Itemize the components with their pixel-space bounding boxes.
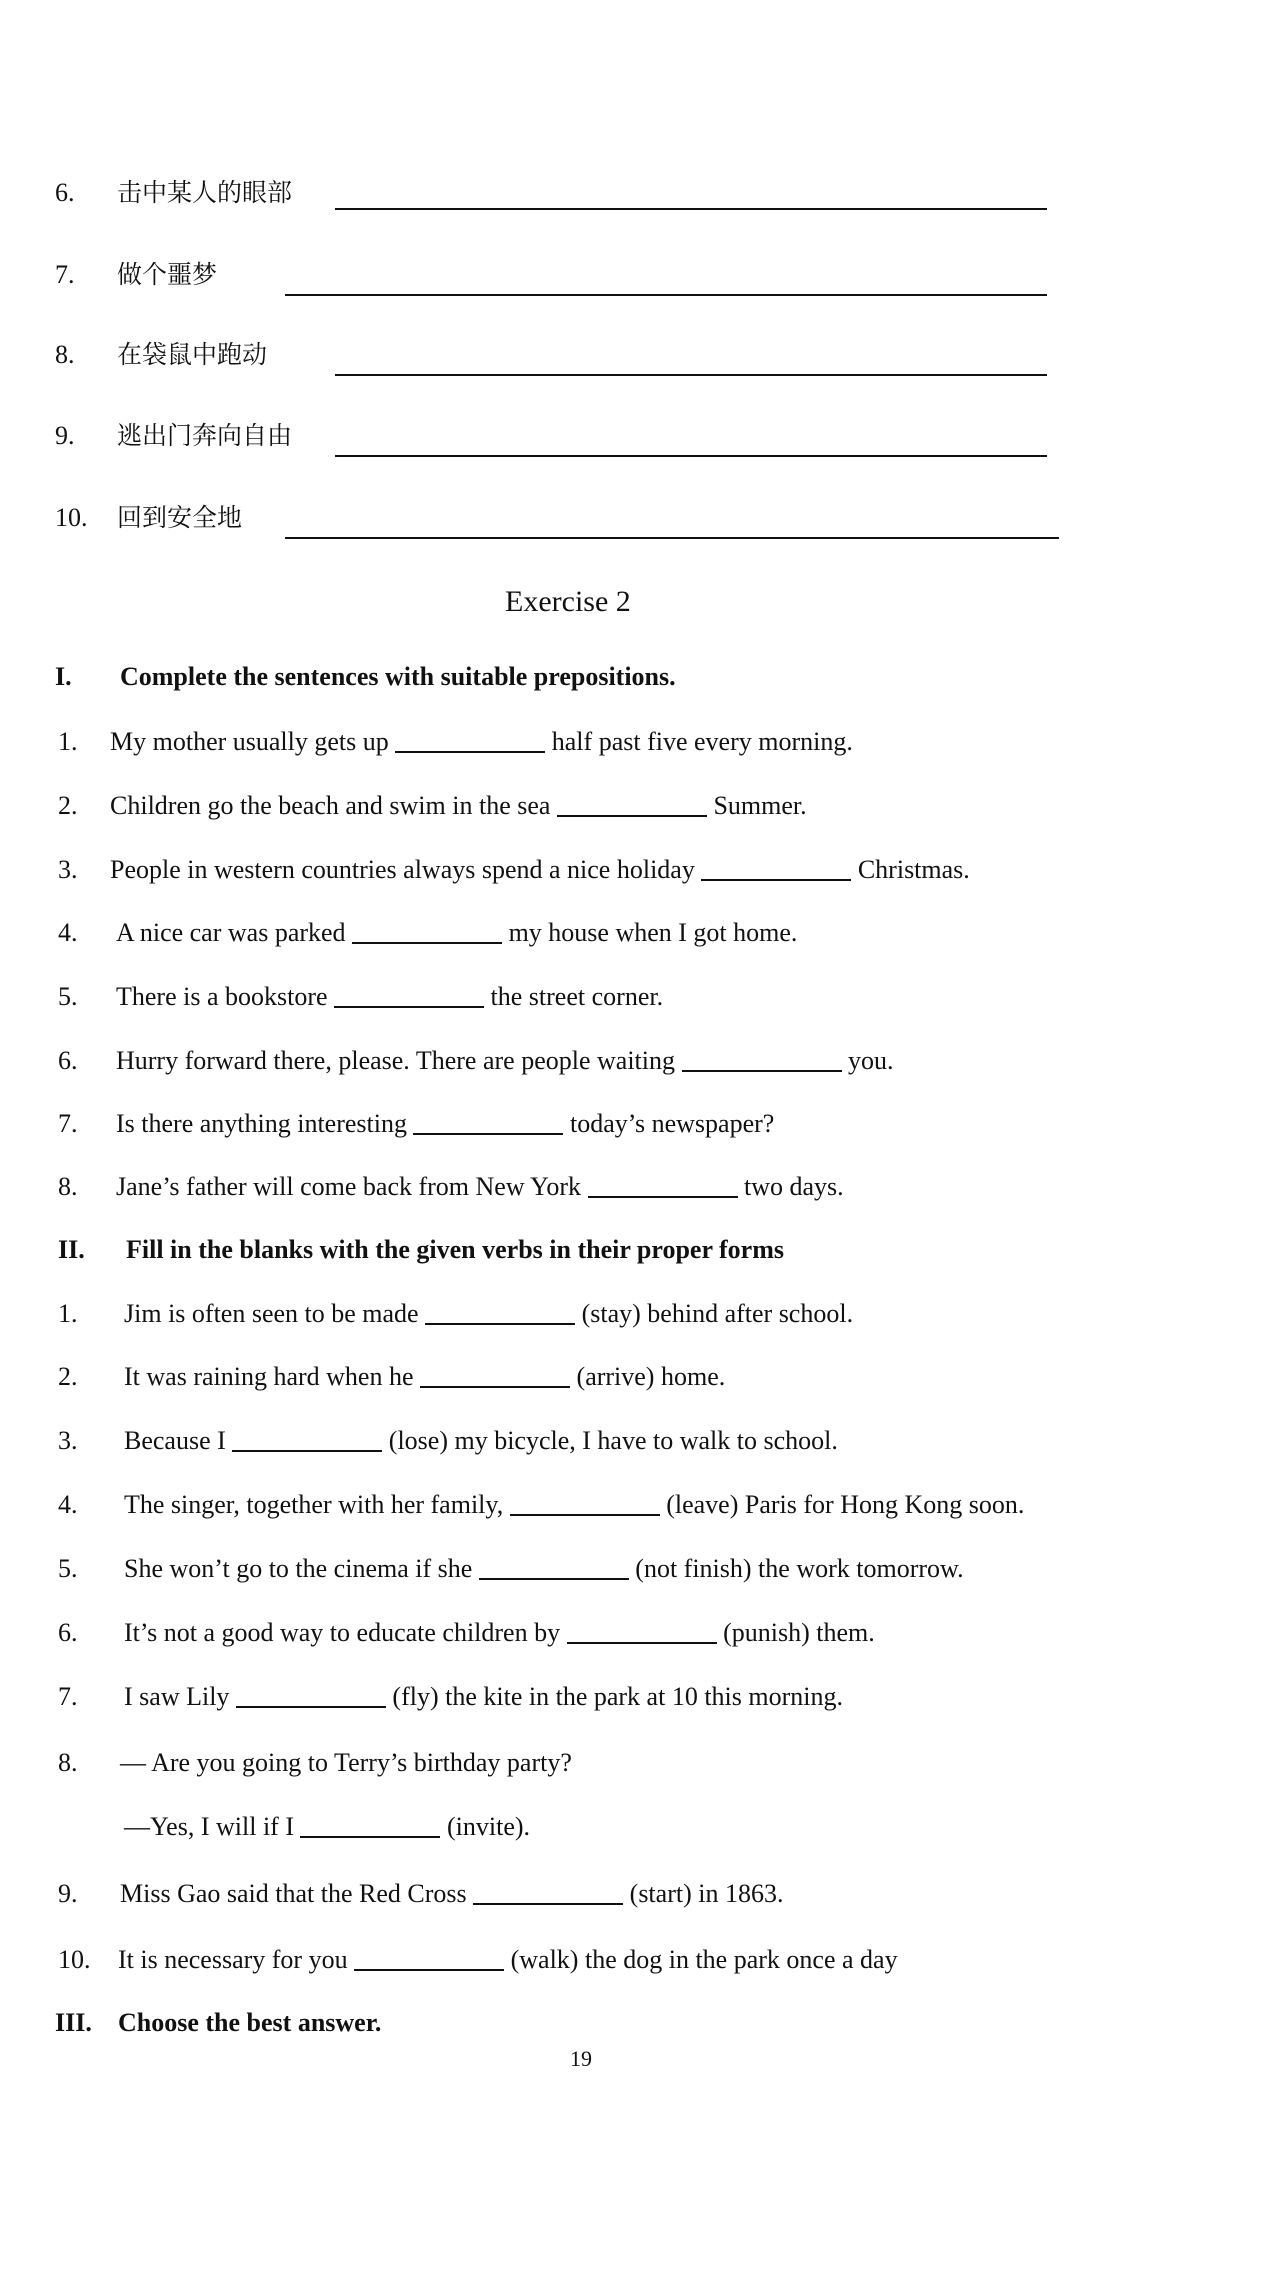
question-text-after: my house when I got home.	[508, 918, 798, 947]
answer-blank[interactable]	[352, 942, 502, 944]
answer-blank[interactable]	[236, 1706, 386, 1708]
answer-line	[335, 374, 1047, 376]
item-number: 1.	[58, 727, 78, 756]
item-number: 6.	[55, 178, 75, 207]
question-text-after: (arrive) home.	[576, 1362, 726, 1391]
question-text: People in western countries always spend a nice holiday	[110, 855, 695, 884]
translation-prompt: 做个噩梦	[117, 260, 218, 289]
translation-item	[55, 503, 1065, 543]
section-heading	[55, 662, 676, 692]
question-text: Is there anything interesting	[116, 1109, 407, 1138]
question-text-after: two days.	[744, 1172, 844, 1201]
section-roman: II.	[58, 1235, 85, 1264]
question-text: —Yes, I will if I	[124, 1812, 294, 1841]
answer-blank[interactable]	[425, 1323, 575, 1325]
question-text-after: half past five every morning.	[551, 727, 853, 756]
item-number: 10.	[58, 1945, 91, 1974]
item-number: 8.	[58, 1172, 78, 1201]
question-text: Jane’s father will come back from New York	[116, 1172, 581, 1201]
item-number: 8.	[55, 340, 75, 369]
question-text: A nice car was parked	[116, 918, 346, 947]
question-text: Hurry forward there, please. There are people waiting	[116, 1046, 675, 1075]
answer-line	[285, 537, 1059, 539]
answer-blank[interactable]	[300, 1836, 440, 1838]
item-number: 10.	[55, 503, 88, 532]
section-heading	[58, 1235, 784, 1265]
translation-item	[55, 178, 1055, 218]
question-text: It’s not a good way to educate children by	[124, 1618, 561, 1647]
question-text-after: you.	[848, 1046, 894, 1075]
question-text: The singer, together with her family,	[124, 1490, 504, 1519]
question-text: Jim is often seen to be made	[124, 1299, 419, 1328]
question-text-after: the street corner.	[490, 982, 664, 1011]
question-text-after: today’s newspaper?	[569, 1109, 775, 1138]
item-number: 8.	[58, 1748, 78, 1777]
section-title: Choose the best answer.	[118, 2008, 382, 2037]
item-number: 7.	[58, 1682, 78, 1711]
question-text-after: Christmas.	[857, 855, 970, 884]
question-text: I saw Lily	[124, 1682, 230, 1711]
answer-blank[interactable]	[479, 1578, 629, 1580]
answer-blank[interactable]	[334, 1006, 484, 1008]
section-roman: I.	[55, 662, 72, 691]
item-number: 1.	[58, 1299, 78, 1328]
answer-line	[335, 208, 1047, 210]
answer-blank[interactable]	[473, 1903, 623, 1905]
question-text: It is necessary for you	[118, 1945, 348, 1974]
item-number: 4.	[58, 1490, 78, 1519]
item-number: 9.	[58, 1879, 78, 1908]
translation-item	[55, 421, 1055, 461]
question-text-after: (stay) behind after school.	[581, 1299, 854, 1328]
item-number: 6.	[58, 1618, 78, 1647]
section-heading	[55, 2008, 382, 2038]
answer-blank[interactable]	[354, 1969, 504, 1971]
section-title: Fill in the blanks with the given verbs in their proper forms	[126, 1235, 784, 1264]
answer-blank[interactable]	[510, 1514, 660, 1516]
answer-blank[interactable]	[413, 1133, 563, 1135]
question-text: Because I	[124, 1426, 226, 1455]
answer-blank[interactable]	[557, 815, 707, 817]
question-text-after: (lose) my bicycle, I have to walk to school.	[388, 1426, 838, 1455]
item-number: 9.	[55, 421, 75, 450]
answer-blank[interactable]	[682, 1070, 842, 1072]
question-text-after: (not finish) the work tomorrow.	[635, 1554, 964, 1583]
translation-prompt: 在袋鼠中跑动	[117, 340, 268, 369]
item-number: 5.	[58, 982, 78, 1011]
item-number: 5.	[58, 1554, 78, 1583]
answer-blank[interactable]	[701, 879, 851, 881]
question-text-after: (leave) Paris for Hong Kong soon.	[666, 1490, 1025, 1519]
section-title: Complete the sentences with suitable prepositions.	[120, 662, 676, 691]
item-number: 3.	[58, 855, 78, 884]
item-number: 2.	[58, 1362, 78, 1391]
item-number: 4.	[58, 918, 78, 947]
question-text-after: (punish) them.	[723, 1618, 875, 1647]
question-text: Miss Gao said that the Red Cross	[120, 1879, 467, 1908]
translation-item	[55, 340, 1055, 380]
question-text: Children go the beach and swim in the sea	[110, 791, 551, 820]
answer-blank[interactable]	[420, 1386, 570, 1388]
translation-prompt: 回到安全地	[117, 503, 243, 532]
question-text: It was raining hard when he	[124, 1362, 414, 1391]
answer-blank[interactable]	[588, 1196, 738, 1198]
question-text-after: (start) in 1863.	[629, 1879, 784, 1908]
section-roman: III.	[55, 2008, 92, 2037]
question-text: — Are you going to Terry’s birthday party?	[120, 1748, 572, 1777]
question-text: She won’t go to the cinema if she	[124, 1554, 473, 1583]
question-text-after: (fly) the kite in the park at 10 this morning.	[392, 1682, 843, 1711]
item-number: 7.	[58, 1109, 78, 1138]
question-text-after: (invite).	[446, 1812, 531, 1841]
answer-line	[335, 455, 1047, 457]
item-number: 7.	[55, 260, 75, 289]
question-text-after: (walk) the dog in the park once a day	[510, 1945, 898, 1974]
answer-blank[interactable]	[232, 1450, 382, 1452]
page-number: 19	[570, 2046, 592, 2071]
exercise-title: Exercise 2	[505, 585, 631, 618]
question-text-after: Summer.	[713, 791, 807, 820]
answer-blank[interactable]	[395, 751, 545, 753]
question-text: My mother usually gets up	[110, 727, 389, 756]
item-number: 6.	[58, 1046, 78, 1075]
answer-blank[interactable]	[567, 1642, 717, 1644]
item-number: 3.	[58, 1426, 78, 1455]
answer-line	[285, 294, 1047, 296]
question-text: There is a bookstore	[116, 982, 328, 1011]
translation-item	[55, 260, 1055, 300]
translation-prompt: 逃出门奔向自由	[117, 421, 293, 450]
item-number: 2.	[58, 791, 78, 820]
translation-prompt: 击中某人的眼部	[117, 178, 293, 207]
